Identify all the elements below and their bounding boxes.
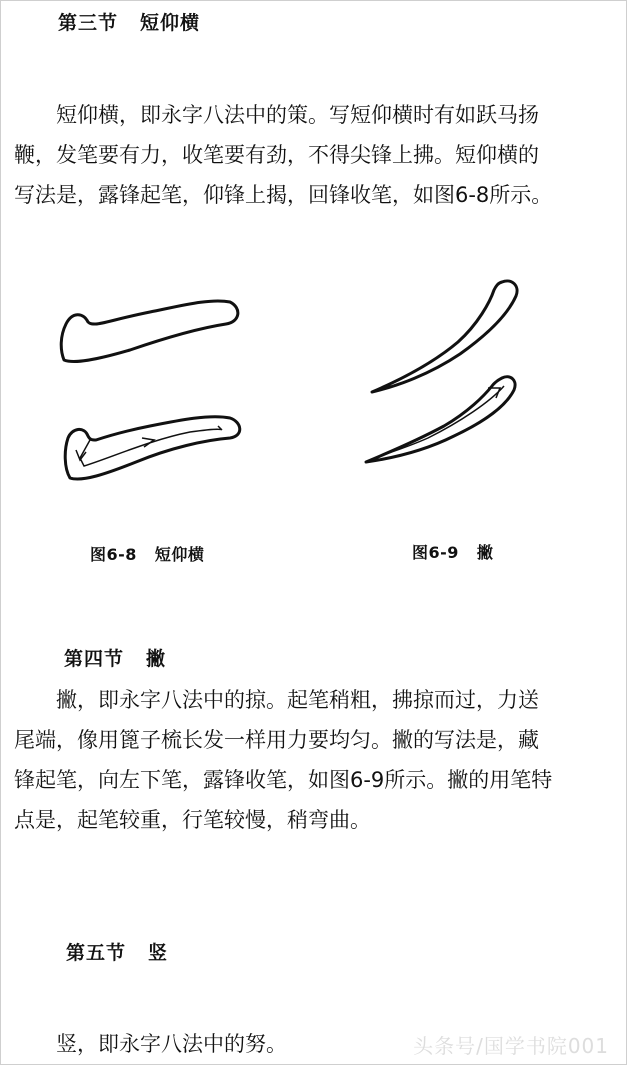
stroke-direction-arrow [80,426,222,466]
figure-6-8-caption [90,542,204,565]
stroke-shape-upper [61,301,238,362]
section-5-title: 竖 [148,942,169,964]
section-4-number: 第四节 [64,648,125,670]
section-5-heading [66,938,168,965]
section-3-paragraph [14,95,614,215]
section-5-line-1: 竖，即永字八法中的努。 [56,1032,287,1056]
section-4-line-1: 撇，即永字八法中的掠。起笔稍粗，拂掠而过，力送 [56,688,539,712]
figure-6-8-number: 图6-8 [90,545,137,564]
figure-6-9-caption [412,540,493,563]
stroke-pie-upper [372,281,517,392]
section-3-line-2: 鞭，发笔要有力，收笔要有劲，不得尖锋上拂。短仰横的 [14,143,539,167]
stroke-pie-lower [366,377,515,462]
section-3-number: 第三节 [58,12,119,34]
figure-6-8-illustration [50,290,250,495]
section-4-line-2: 尾端，像用篦子梳长发一样用力要均匀。撇的写法是，藏 [14,728,539,752]
figure-6-8-name: 短仰横 [154,545,205,564]
section-3-title: 短仰横 [140,12,201,34]
section-3-line-3: 写法是，露锋起笔，仰锋上揭，回锋收笔，如图6-8所示。 [14,183,553,207]
section-4-line-3: 锋起笔，向左下笔，露锋收笔，如图6-9所示。撇的用笔特 [14,768,553,792]
section-4-paragraph [14,680,614,840]
section-4-title: 撇 [146,648,167,670]
figure-6-9-name: 撇 [476,543,494,562]
section-5-number: 第五节 [66,942,127,964]
section-4-heading [64,644,166,671]
section-4-line-4: 点是，起笔较重，行笔较慢，稍弯曲。 [14,808,371,832]
section-3-heading [58,8,200,35]
figure-6-9-number: 图6-9 [412,543,459,562]
stroke-pie-arrow [380,386,504,456]
figure-6-9-illustration [360,272,525,472]
section-3-line-1: 短仰横，即永字八法中的策。写短仰横时有如跃马扬 [56,103,539,127]
stroke-shape-lower [65,417,240,479]
watermark-text: 头条号/国学书院001 [413,1034,609,1058]
